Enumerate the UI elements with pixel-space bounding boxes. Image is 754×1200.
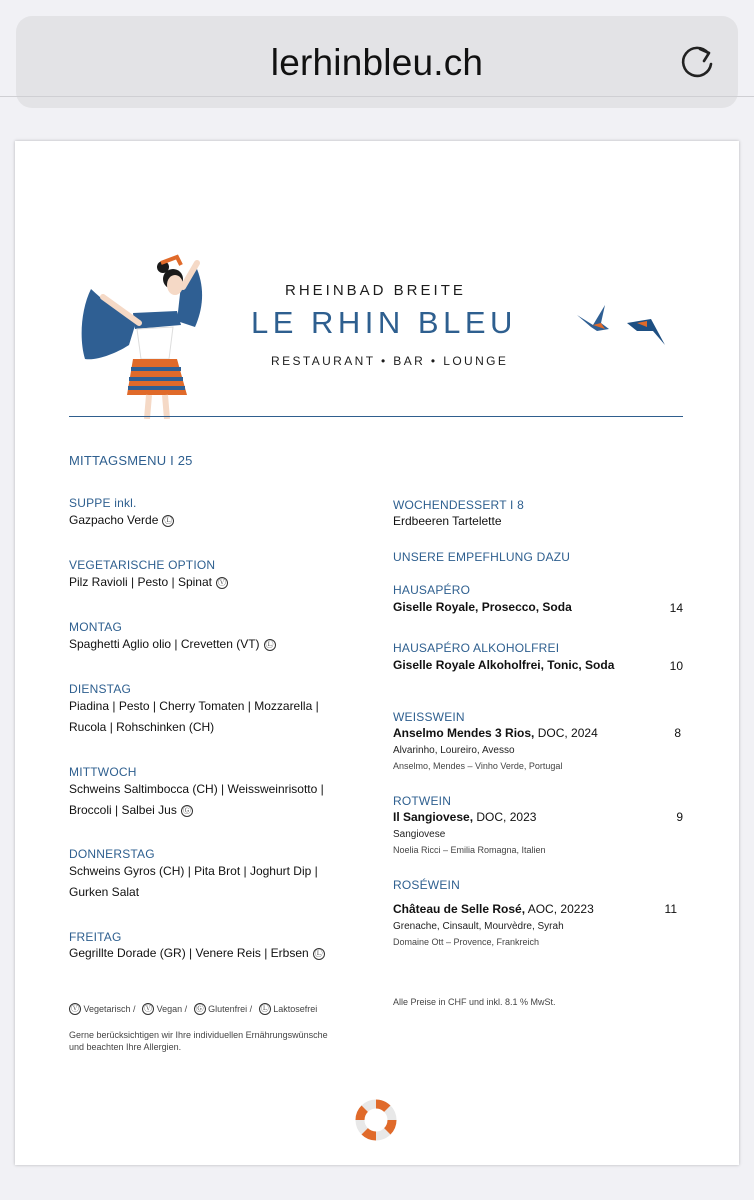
white-wine-origin: Anselmo, Mendes – Vinho Verde, Portugal	[393, 761, 563, 771]
brand-tagline: RESTAURANT • BAR • LOUNGE	[271, 354, 509, 368]
wednesday-line-2: Broccoli | Salbei Jus	[69, 803, 177, 817]
rose-wine-name: Château de Selle Rosé,	[393, 902, 526, 916]
vegetarian-line: Pilz Ravioli | Pesto | Spinat	[69, 575, 212, 589]
menu-document	[15, 141, 739, 1165]
friday-line: Gegrillte Dorade (GR) | Venere Reis | Erbsen	[69, 946, 309, 960]
birds-illustration	[575, 301, 667, 351]
aperitif-house	[393, 583, 683, 617]
section-thursday	[69, 847, 318, 903]
vegetarian-icon: Ⓥ	[217, 578, 226, 587]
price-note: Alle Preise in CHF und inkl. 8.1 % MwSt.	[393, 997, 556, 1007]
toolbar-divider	[0, 96, 754, 97]
aperitif-alcohol-free-title: HAUSAPÉRO ALKOHOLFREI	[393, 641, 560, 655]
soup-line: Gazpacho Verde	[69, 513, 159, 527]
red-wine-origin: Noelia Ricci – Emilia Romagna, Italien	[393, 845, 546, 855]
allergy-note	[69, 1029, 328, 1053]
lactose-free-icon: Ⓛ	[164, 516, 173, 525]
legend-vegan: Vegan /	[156, 1004, 188, 1014]
monday-line: Spaghetti Aglio olio | Crevetten (VT)	[69, 637, 260, 651]
section-friday	[69, 930, 325, 962]
white-wine-title: WEISSWEIN	[393, 710, 465, 724]
rose-wine-origin: Domaine Ott – Provence, Frankreich	[393, 937, 540, 947]
legend-vegetarian: Vegetarisch /	[83, 1004, 136, 1014]
white-wine-grapes: Alvarinho, Loureiro, Avesso	[393, 745, 515, 756]
section-dessert	[393, 498, 524, 530]
dessert-item: Erdbeeren Tartelette	[393, 514, 502, 528]
wine-red	[393, 794, 683, 856]
brand-name: LE RHIN BLEU	[251, 305, 517, 340]
allergy-note-line-2: und beachten Ihre Allergien.	[69, 1042, 182, 1052]
rose-wine-grapes: Grenache, Cinsault, Mourvèdre, Syrah	[393, 921, 564, 932]
gluten-free-icon: Ⓖ	[195, 1004, 204, 1013]
white-wine-price: 8	[674, 726, 681, 740]
vegetarian-icon: Ⓥ	[71, 1004, 79, 1013]
lactose-free-icon: Ⓛ	[314, 949, 323, 958]
dietary-legend	[69, 1003, 317, 1015]
vegetarian-title: VEGETARISCHE OPTION	[69, 558, 216, 572]
lactose-free-icon: Ⓛ	[260, 1004, 269, 1013]
rose-wine-detail: AOC, 20223	[525, 902, 594, 916]
aperitif-alcohol-free-price: 10	[669, 659, 683, 673]
wednesday-title: MITTWOCH	[69, 765, 137, 779]
red-wine-price: 9	[676, 810, 683, 824]
url-text: lerhinbleu.ch	[270, 42, 484, 83]
lactose-free-icon: Ⓛ	[265, 640, 274, 649]
tuesday-line-1: Piadina | Pesto | Cherry Tomaten | Mozzarella |	[69, 699, 319, 713]
white-wine-detail: DOC, 2024	[534, 726, 598, 740]
vegan-icon: Ⓥ	[144, 1004, 153, 1013]
soup-title: SUPPE inkl.	[69, 496, 137, 510]
section-soup	[69, 496, 174, 531]
friday-title: FREITAG	[69, 930, 122, 944]
aperitif-house-title: HAUSAPÉRO	[393, 583, 471, 597]
aperitif-alcohol-free-name: Giselle Royale Alkoholfrei, Tonic, Soda	[393, 658, 615, 672]
lunch-menu-title: MITTAGSMENU I 25	[69, 453, 193, 468]
section-wednesday	[69, 765, 324, 821]
dessert-title: WOCHENDESSERT I 8	[393, 498, 524, 512]
aperitif-alcohol-free	[393, 641, 683, 675]
legend-gluten-free: Glutenfrei /	[208, 1004, 253, 1014]
wednesday-line-1: Schweins Saltimbocca (CH) | Weissweinrisotto |	[69, 782, 324, 796]
thursday-line-2: Gurken Salat	[69, 885, 140, 899]
life-ring-icon	[355, 1099, 397, 1141]
tuesday-title: DIENSTAG	[69, 682, 132, 696]
monday-title: MONTAG	[69, 620, 122, 634]
legend-lactose-free: Laktosefrei	[273, 1004, 318, 1014]
header-rule	[69, 416, 683, 417]
red-wine-name: Il Sangiovese,	[393, 810, 474, 824]
aperitif-house-name: Giselle Royale, Prosecco, Soda	[393, 600, 572, 614]
red-wine-title: ROTWEIN	[393, 794, 452, 808]
allergy-note-line-1: Gerne berücksichtigen wir Ihre individuellen Ernährungswünsche	[69, 1030, 328, 1040]
wine-white	[393, 710, 683, 772]
white-wine-name: Anselmo Mendes 3 Rios,	[393, 726, 535, 740]
wine-rose	[393, 878, 683, 948]
aperitif-house-price: 14	[669, 601, 683, 615]
rose-wine-price: 11	[664, 902, 677, 916]
tuesday-line-2: Rucola | Rohschinken (CH)	[69, 720, 215, 734]
brand-location: RHEINBAD BREITE	[285, 282, 466, 299]
reload-icon[interactable]	[676, 40, 718, 82]
section-tuesday	[69, 682, 319, 738]
thursday-title: DONNERSTAG	[69, 847, 155, 861]
recommendation-title: UNSERE EMPEFHLUNG DAZU	[393, 550, 571, 564]
dancing-woman-illustration	[77, 249, 227, 419]
thursday-line-1: Schweins Gyros (CH) | Pita Brot | Joghurt Dip |	[69, 864, 318, 878]
red-wine-detail: DOC, 2023	[473, 810, 537, 824]
address-bar[interactable]	[16, 16, 738, 108]
rose-wine-title: ROSÉWEIN	[393, 878, 460, 892]
gluten-free-icon: Ⓖ	[182, 806, 191, 815]
section-vegetarian	[69, 558, 228, 593]
section-monday	[69, 620, 276, 655]
red-wine-grapes: Sangiovese	[393, 829, 446, 840]
